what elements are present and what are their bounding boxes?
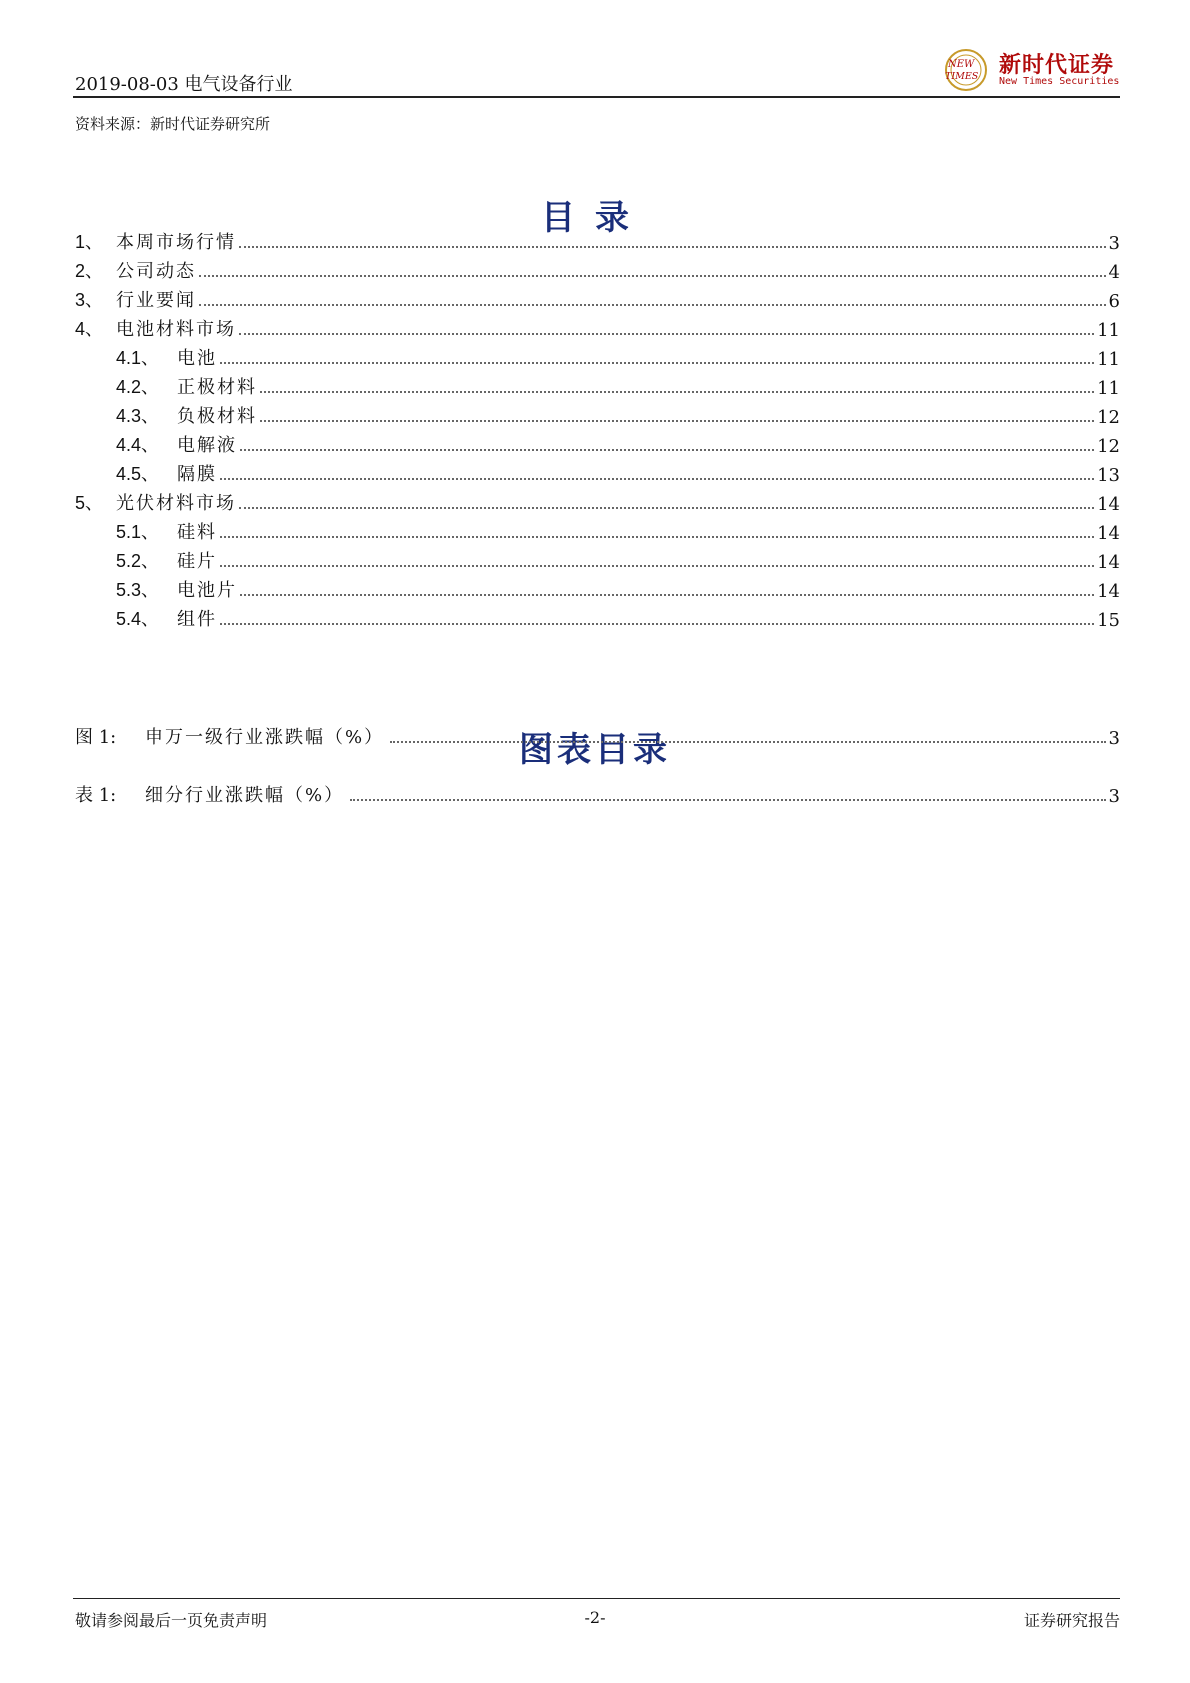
toc-entry-page: 11 [1097, 349, 1120, 370]
toc-entry-page: 3 [1108, 233, 1120, 254]
toc-entry-label: 组件 [177, 609, 217, 630]
figure-entry[interactable] [75, 719, 1120, 749]
toc-subentry[interactable] [75, 514, 1120, 544]
leader-dots [239, 246, 1106, 248]
toc-entry-number: 1、 [75, 232, 104, 252]
toc-entry-page: 14 [1097, 494, 1120, 515]
toc-entry-number: 4.3、 [116, 406, 160, 426]
toc-entry-number: 4、 [75, 319, 104, 339]
toc-entry-number: 5.4、 [116, 609, 160, 629]
toc-entry-page: 13 [1097, 465, 1120, 486]
toc-subentry[interactable] [75, 456, 1120, 486]
figure-entry-page: 3 [1108, 728, 1120, 749]
toc-entry-number: 5.3、 [116, 580, 160, 600]
toc-entry-page: 14 [1097, 552, 1120, 573]
leader-dots [240, 594, 1094, 596]
toc-subentry[interactable] [75, 572, 1120, 602]
logo-english-name: New Times Securities [999, 76, 1120, 87]
leader-dots [220, 623, 1094, 625]
logo-mark-text-new: NEW [948, 59, 975, 70]
toc-entry[interactable] [75, 485, 1120, 515]
toc-entry-label: 硅料 [177, 522, 217, 543]
toc-entry-label: 正极材料 [177, 377, 257, 398]
figure-list-title: 图表目录 [519, 730, 671, 770]
toc-entry-label: 电池 [177, 348, 217, 369]
toc-entry-number: 3、 [75, 290, 104, 310]
toc-entry-label: 光伏材料市场 [116, 493, 236, 514]
new-times-logo-icon [943, 48, 989, 92]
toc-entry-label: 电池片 [177, 580, 237, 601]
toc-subentry[interactable] [75, 398, 1120, 428]
toc-entry-page: 14 [1097, 523, 1120, 544]
logo-mark-text-times: TIMES [945, 71, 979, 82]
toc-entry-page: 11 [1097, 320, 1120, 341]
toc-entry[interactable] [75, 311, 1120, 341]
leader-dots [199, 275, 1106, 277]
toc-entry[interactable] [75, 253, 1120, 283]
toc-entry-page: 14 [1097, 581, 1120, 602]
header-date-industry: 2019-08-03 电气设备行业 [75, 74, 293, 95]
toc-entry[interactable] [75, 282, 1120, 312]
toc-subentry[interactable] [75, 601, 1120, 631]
header-rule [73, 96, 1120, 98]
leader-dots [260, 420, 1094, 422]
toc-entry-number: 5、 [75, 493, 104, 513]
leader-dots [260, 391, 1094, 393]
company-logo [943, 48, 1120, 94]
figure-entry-prefix: 表 1: [75, 785, 117, 806]
toc-entry-page: 11 [1097, 378, 1120, 399]
table-entry[interactable] [75, 777, 1120, 807]
toc-entry-label: 公司动态 [116, 261, 196, 282]
toc-entry-number: 5.1、 [116, 522, 160, 542]
figure-entry-page: 3 [1108, 786, 1120, 807]
leader-dots [390, 741, 1105, 743]
toc-subentry[interactable] [75, 369, 1120, 399]
toc-entry-label: 负极材料 [177, 406, 257, 427]
toc-entry[interactable] [75, 224, 1120, 254]
footer-disclaimer: 敬请参阅最后一页免责声明 [75, 1611, 268, 1630]
toc-title: 目录 [541, 198, 649, 238]
figure-entry-prefix: 图 1: [75, 727, 117, 748]
footer-report-type: 证券研究报告 [1023, 1611, 1120, 1630]
toc-entry-label: 本周市场行情 [116, 232, 236, 253]
toc-entry-number: 4.4、 [116, 435, 160, 455]
leader-dots [239, 507, 1094, 509]
toc-entry-number: 5.2、 [116, 551, 160, 571]
toc-entry-page: 4 [1108, 262, 1120, 283]
leader-dots [199, 304, 1106, 306]
leader-dots [220, 536, 1094, 538]
toc-entry-label: 电解液 [177, 435, 237, 456]
leader-dots [239, 333, 1094, 335]
footer-rule [73, 1598, 1120, 1599]
toc-subentry[interactable] [75, 427, 1120, 457]
figure-entry-label: 申万一级行业涨跌幅（%） [145, 727, 385, 748]
page-number: -2- [584, 1608, 606, 1627]
leader-dots [240, 449, 1094, 451]
toc-entry-page: 12 [1097, 436, 1120, 457]
toc-entry-label: 行业要闻 [116, 290, 196, 311]
source-note: 资料来源：新时代证券研究所 [75, 115, 271, 133]
figure-entry-label: 细分行业涨跌幅（%） [145, 785, 345, 806]
toc-entry-label: 电池材料市场 [116, 319, 236, 340]
toc-entry-number: 4.2、 [116, 377, 160, 397]
toc-entry-page: 6 [1108, 291, 1120, 312]
logo-chinese-name: 新时代证券 [999, 52, 1115, 78]
toc-entry-number: 4.1、 [116, 348, 160, 368]
toc-entry-number: 4.5、 [116, 464, 160, 484]
toc-entry-label: 硅片 [177, 551, 217, 572]
toc-entry-number: 2、 [75, 261, 104, 281]
toc-entry-label: 隔膜 [177, 464, 217, 485]
leader-dots [350, 799, 1105, 801]
toc-entry-page: 15 [1097, 610, 1120, 631]
leader-dots [220, 478, 1094, 480]
toc-subentry[interactable] [75, 340, 1120, 370]
leader-dots [220, 362, 1094, 364]
toc-entry-page: 12 [1097, 407, 1120, 428]
toc-subentry[interactable] [75, 543, 1120, 573]
leader-dots [220, 565, 1094, 567]
